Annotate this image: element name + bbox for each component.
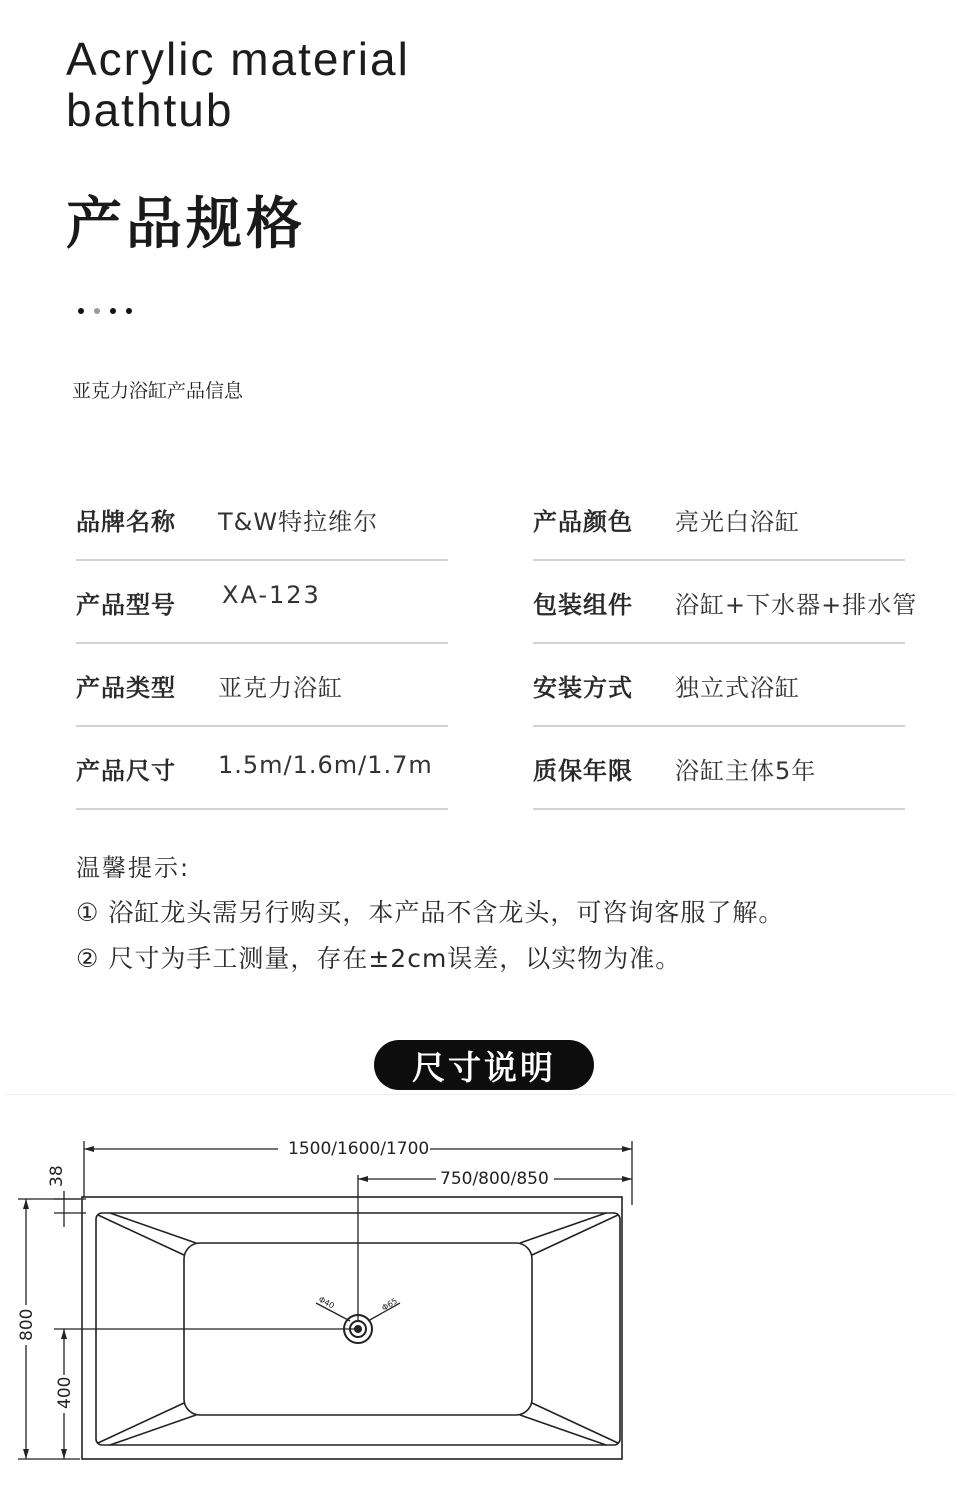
bathtub-dimension-drawing xyxy=(6,1095,954,1487)
dot xyxy=(126,308,132,314)
length-label: 1500/1600/1700 xyxy=(288,1139,430,1159)
section-subtitle: 亚克力浴缸产品信息 xyxy=(72,380,244,402)
dot xyxy=(78,308,84,314)
spec-value: 独立式浴缸 xyxy=(675,674,800,702)
spec-value: T&W特拉维尔 xyxy=(218,508,379,536)
spec-column-right xyxy=(533,480,918,812)
bevel-bottom-right xyxy=(520,1403,618,1445)
spec-row-warranty xyxy=(533,729,905,810)
tip-item: ② 尺寸为手工测量，存在±2cm误差，以实物为准。 xyxy=(76,944,682,973)
spec-label: 包装组件 xyxy=(533,591,633,619)
spec-row-brand xyxy=(76,480,448,561)
english-title xyxy=(66,34,410,136)
tip-item: ① 浴缸龙头需另行购买，本产品不含龙头，可咨询客服了解。 xyxy=(76,898,785,927)
spec-row-color xyxy=(533,480,905,561)
spec-value: 1.5m/1.6m/1.7m xyxy=(218,751,433,779)
drain-label-b: Φ65 xyxy=(380,1296,400,1313)
spec-label: 产品尺寸 xyxy=(76,757,176,785)
rim-label: 38 xyxy=(47,1165,67,1187)
spec-value: 亚克力浴缸 xyxy=(218,674,343,702)
spec-label: 质保年限 xyxy=(533,757,633,785)
spec-value: 浴缸+下水器+排水管 xyxy=(675,591,918,619)
spec-row-installation xyxy=(533,646,905,727)
dot xyxy=(94,308,100,314)
tips-block xyxy=(76,848,784,985)
bevel-top-left xyxy=(98,1213,196,1255)
spec-row-model xyxy=(76,563,448,644)
spec-value: 亮光白浴缸 xyxy=(675,508,800,536)
bevel-top-right xyxy=(520,1213,618,1255)
spec-label: 产品颜色 xyxy=(533,508,633,536)
english-title-line-1: Acrylic material xyxy=(66,33,410,85)
dimension-drawing-panel xyxy=(6,1094,954,1487)
drain-label-a: Φ40 xyxy=(317,1294,336,1311)
decorative-dots xyxy=(78,308,132,314)
spec-value: XA-123 xyxy=(222,581,321,609)
tips-heading: 温馨提示: xyxy=(76,854,191,882)
spec-label: 安装方式 xyxy=(533,674,633,702)
spec-label: 产品类型 xyxy=(76,674,176,702)
bevel-bottom-left xyxy=(98,1403,196,1445)
half-width-label: 400 xyxy=(55,1376,75,1409)
english-title-line-2: bathtub xyxy=(66,84,234,136)
spec-row-type xyxy=(76,646,448,727)
spec-label: 产品型号 xyxy=(76,591,176,619)
half-length-label: 750/800/850 xyxy=(440,1169,549,1189)
spec-row-package xyxy=(533,563,918,644)
spec-column-left xyxy=(76,480,448,812)
section-title-badge: 尺寸说明 xyxy=(374,1040,594,1090)
spec-label: 品牌名称 xyxy=(76,508,176,536)
width-label: 800 xyxy=(17,1308,37,1341)
page-title: 产品规格 xyxy=(66,192,306,257)
spec-value: 浴缸主体5年 xyxy=(675,757,817,785)
dot xyxy=(110,308,116,314)
spec-row-size xyxy=(76,729,448,810)
